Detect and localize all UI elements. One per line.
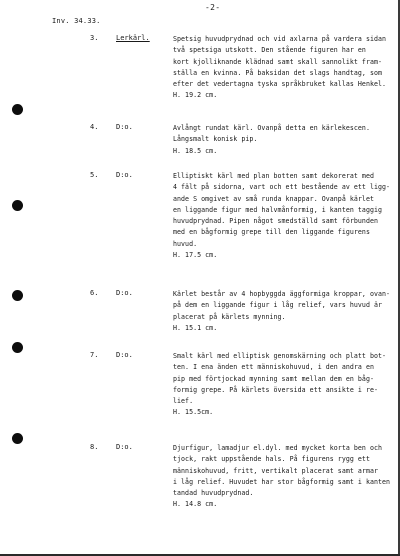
entry-type: D:o. — [116, 351, 133, 359]
punch-hole — [12, 104, 23, 115]
entry-type: D:o. — [116, 443, 133, 451]
entry-number: 7. — [90, 351, 99, 359]
entry-number: 6. — [90, 289, 99, 297]
entry-description — [173, 443, 395, 511]
description-line: Elliptiskt kärl med plan botten samt dekorerat med — [173, 172, 374, 180]
description-line: Avlångt rundat kärl. Ovanpå detta en kärlekescen. — [173, 124, 370, 132]
description-line: människohuvud, fritt, vertikalt placerat samt armar — [173, 466, 379, 475]
description-line: kort kjolliknande klädnad samt skall sannolikt fram- — [173, 57, 383, 66]
measurement: H. 18.5 cm. — [173, 146, 218, 155]
measurement: H. 15.5cm. — [173, 408, 214, 417]
entry-description — [173, 123, 395, 157]
description-line: tandad huvudprydnad. — [173, 489, 254, 498]
measurement: H. 17.5 cm. — [173, 251, 218, 260]
page-number: -2- — [205, 3, 221, 12]
description-line: Djurfigur, lamadjur el.dyl. med mycket korta ben och — [173, 444, 383, 452]
entry-number: 3. — [90, 34, 99, 42]
entry-type: D:o. — [116, 171, 133, 179]
entry-description — [173, 171, 395, 261]
description-line: Spetsig huvudprydnad och vid axlarna på vardera sidan — [173, 35, 387, 43]
description-line: placerat på kärlets mynning. — [173, 312, 286, 321]
description-line: två spetsiga utskott. Den stående figuren har en — [173, 46, 366, 55]
description-line: ten. I ena änden ett människohuvud, i den andra en — [173, 363, 374, 372]
inventory-number: Inv. 34.33. — [52, 17, 101, 25]
description-line: efter det vedertagna tyska språkbruket kallas Henkel. — [173, 80, 387, 89]
description-line: huvudprydnad. Pipen något smedställd samt förbunden — [173, 217, 379, 226]
description-line: med en bågformig grepe till den liggande figurens — [173, 228, 370, 237]
description-line: en liggande figur med halvmånformig, i kanten taggig — [173, 205, 383, 214]
entry-type: D:o. — [116, 123, 133, 131]
entry-description — [173, 351, 395, 419]
description-line: Långsmalt konisk pip. — [173, 135, 258, 144]
entry-number: 8. — [90, 443, 99, 451]
entry-type: Lerkärl. — [116, 34, 150, 42]
entry-type: D:o. — [116, 289, 133, 297]
measurement: H. 14.8 cm. — [173, 500, 218, 509]
description-line: lief. — [173, 397, 194, 406]
punch-hole — [12, 200, 23, 211]
entry-description — [173, 289, 395, 334]
measurement: H. 19.2 cm. — [173, 91, 218, 100]
description-line: Smalt kärl med elliptisk genomskärning och platt bot- — [173, 352, 387, 360]
entry-description — [173, 34, 395, 102]
description-line: ställa en kvinna. På baksidan det slags handtag, som — [173, 68, 383, 77]
description-line: 4 fält på sidorna, vart och ett bestående av ett ligg- — [173, 183, 391, 192]
entry-number: 5. — [90, 171, 99, 179]
description-line: pip med förtjockad mynning samt mellan dem en båg- — [173, 374, 374, 383]
description-line: formig grepe. På kärlets översida ett ansikte i re- — [173, 385, 379, 394]
description-line: på dem en liggande figur i låg relief, vars huvud är — [173, 301, 383, 310]
punch-hole — [12, 433, 23, 444]
measurement: H. 15.1 cm. — [173, 323, 218, 332]
entry-number: 4. — [90, 123, 99, 131]
description-line: tjock, rakt uppstående hals. På figurens rygg ett — [173, 455, 370, 464]
description-line: ande S omgivet av små runda knappar. Ovanpå kärlet — [173, 194, 374, 203]
punch-hole — [12, 290, 23, 301]
description-line: huvud. — [173, 239, 198, 248]
description-line: Kärlet består av 4 hopbyggda äggformiga kroppar, ovan- — [173, 290, 391, 298]
punch-hole — [12, 342, 23, 353]
description-line: i låg relief. Huvudet har stor bågformig samt i kanten — [173, 477, 391, 486]
